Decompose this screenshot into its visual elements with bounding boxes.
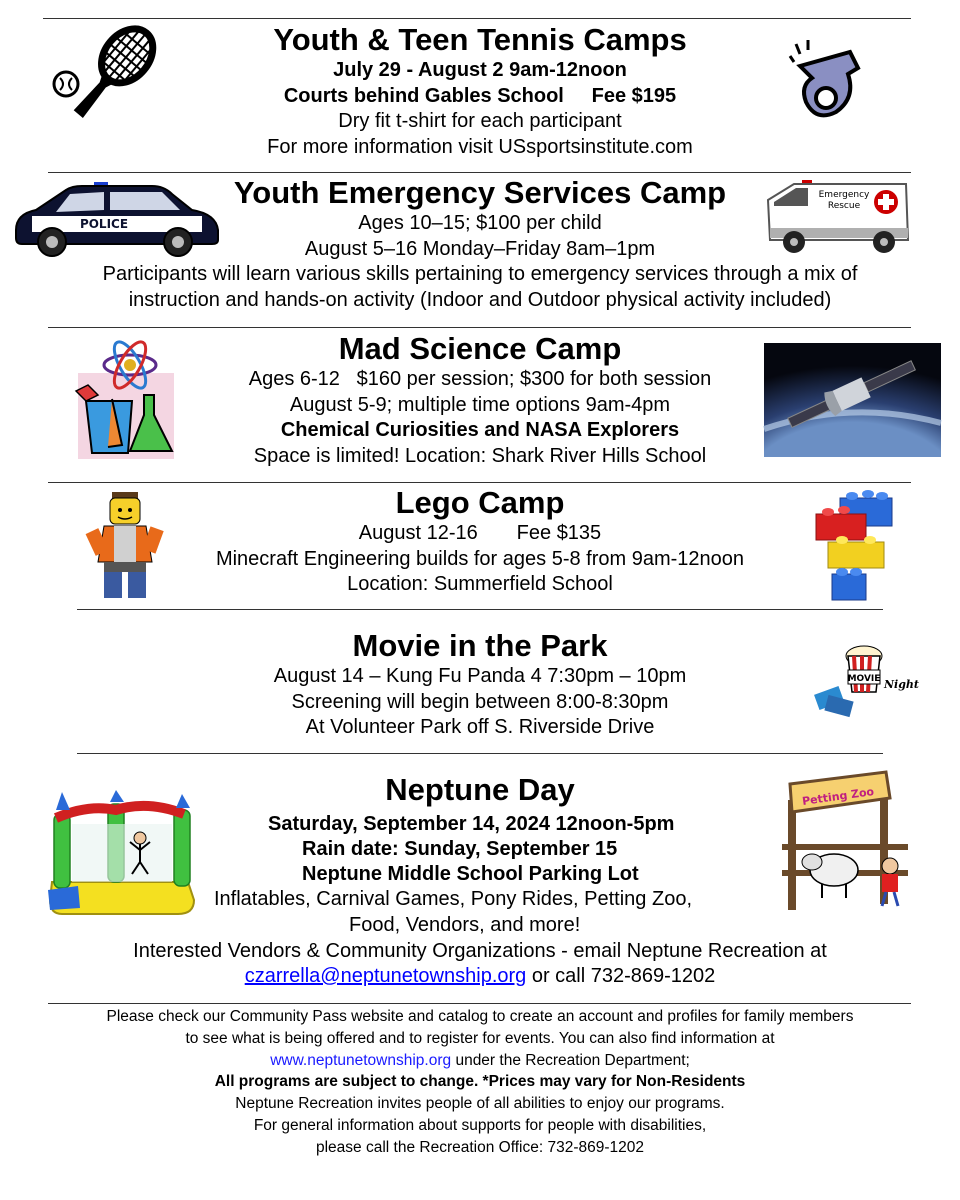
emergency-desc-2: instruction and hands-on activity (Indoor and Outdoor physical activity included) [128, 288, 832, 311]
lego-figure-icon [82, 490, 168, 602]
footer-website-link[interactable]: www.neptunetownship.org [270, 1051, 452, 1069]
whistle-icon [790, 40, 862, 122]
lego-dates: August 12-16 Fee $135 [358, 522, 602, 544]
emergency-desc-1: Participants will learn various skills pertaining to emergency services through a mix of [102, 263, 858, 285]
movie-title: Movie in the Park [352, 628, 608, 663]
science-ages: Ages 6-12 $160 per session; $300 for both session [248, 368, 712, 390]
emergency-ages: Ages 10–15; $100 per child [358, 212, 602, 234]
footer-line-2: to see what is being offered and to register for events. You can also find information at [185, 1029, 775, 1047]
lego-title: Lego Camp [395, 485, 565, 520]
tennis-shirt: Dry fit t-shirt for each participant [338, 110, 622, 132]
neptune-activities-1: Inflatables, Carnival Games, Pony Rides, Petting Zoo, [214, 888, 693, 910]
movie-line-3: At Volunteer Park off S. Riverside Drive [305, 716, 655, 738]
neptune-date: Saturday, September 14, 2024 12noon-5pm [268, 813, 675, 835]
science-topics: Chemical Curiosities and NASA Explorers [280, 419, 680, 441]
neptune-vendors: Interested Vendors & Community Organizations - email Neptune Recreation at [133, 940, 827, 962]
neptune-contact [0, 964, 960, 990]
tennis-location-fee: Courts behind Gables School Fee $195 [283, 84, 677, 107]
lego-location: Location: Summerfield School [347, 573, 613, 595]
science-location: Space is limited! Location: Shark River Hills School [253, 444, 707, 467]
divider [43, 18, 911, 19]
science-title: Mad Science Camp [338, 331, 622, 366]
neptune-call: or call 732-869-1202 [526, 965, 716, 987]
neptune-activities-2: Food, Vendors, and more! [349, 914, 581, 936]
ambulance-icon [766, 180, 912, 258]
divider [48, 172, 911, 173]
tennis-info: For more information visit USsportsinstitute.com [267, 135, 693, 158]
movie-icon-label: MOVIE [847, 674, 881, 684]
neptune-rain: Rain date: Sunday, September 15 [302, 838, 618, 860]
lego-bricks-icon [812, 486, 898, 604]
police-car-icon [12, 180, 222, 260]
neptune-email-link[interactable]: czarrella@neptunetownship.org [244, 965, 527, 987]
footer-line-1: Please check our Community Pass website and catalog to create an account and profiles for family members [106, 1008, 854, 1025]
emergency-dates: August 5–16 Monday–Friday 8am–1pm [304, 237, 656, 260]
emergency-title: Youth Emergency Services Camp [233, 175, 727, 210]
footer-line-3 [0, 1050, 960, 1072]
divider [48, 327, 911, 328]
neptune-location: Neptune Middle School Parking Lot [302, 863, 639, 885]
night-icon-label: Night [884, 678, 920, 691]
footer-line-7: please call the Recreation Office: 732-869-1202 [315, 1138, 644, 1156]
divider [77, 753, 883, 754]
lego-desc: Minecraft Engineering builds for ages 5-8 from 9am-12noon [215, 547, 745, 570]
police-label: POLICE [79, 217, 129, 231]
movie-line-1: August 14 – Kung Fu Panda 4 7:30pm – 10pm [273, 665, 687, 687]
tennis-dates: July 29 - August 2 9am-12noon [333, 59, 627, 81]
petting-zoo-icon [782, 770, 912, 910]
footer [0, 1006, 960, 1159]
ambulance-label-1: Emergency [818, 190, 870, 200]
divider [77, 609, 883, 610]
tennis-racket-icon [52, 22, 164, 134]
science-dates: August 5-9; multiple time options 9am-4pm [289, 393, 671, 416]
ambulance-label-2: Rescue [827, 201, 861, 211]
footer-line-6: For general information about supports for people with disabilities, [253, 1116, 707, 1134]
zoo-sign-label: Petting Zoo [801, 785, 875, 808]
bounce-house-icon [48, 790, 198, 920]
tennis-title: Youth & Teen Tennis Camps [273, 22, 687, 57]
divider [48, 1003, 911, 1004]
spacecraft-photo [764, 343, 941, 457]
footer-line-4: All programs are subject to change. *Prices may vary for Non-Residents [214, 1073, 746, 1091]
divider [48, 482, 911, 483]
movie-line-2: Screening will begin between 8:00-8:30pm [291, 690, 669, 713]
footer-line-3-text: under the Recreation Department; [451, 1051, 690, 1069]
chemistry-icon [72, 335, 182, 465]
movie-night-icon [812, 642, 920, 722]
footer-line-5: Neptune Recreation invites people of all abilities to enjoy our programs. [235, 1095, 725, 1113]
neptune-title: Neptune Day [385, 772, 575, 807]
